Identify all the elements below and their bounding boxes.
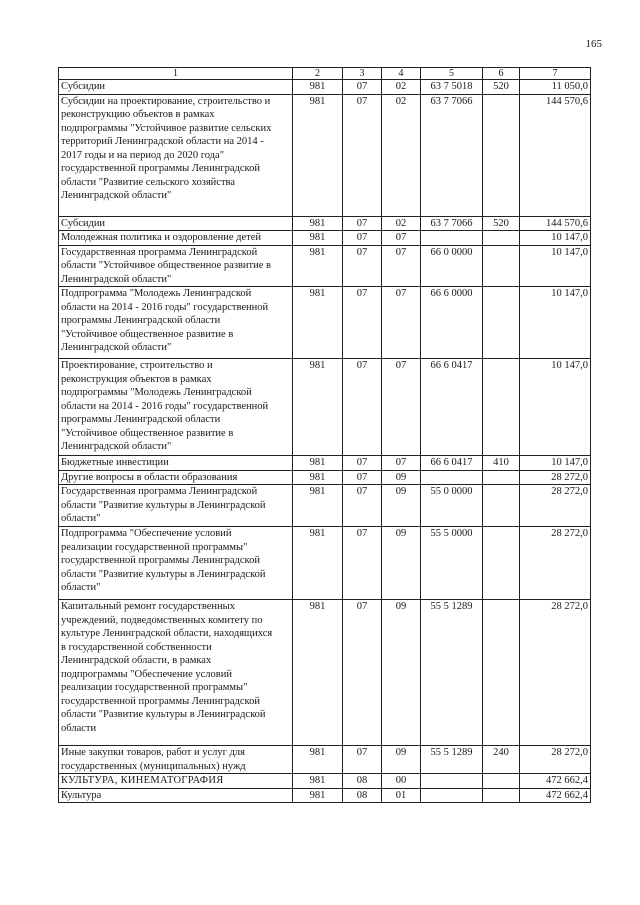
row-col6 [483, 94, 520, 216]
row-col5: 63 7 5018 [421, 80, 483, 95]
row-col5 [421, 470, 483, 485]
table-row [59, 231, 591, 246]
row-col6 [483, 788, 520, 803]
row-amount: 144 570,6 [520, 216, 591, 231]
row-col4: 09 [382, 470, 421, 485]
row-amount: 10 147,0 [520, 231, 591, 246]
row-name: Государственная программа Ленинградской области "Устойчивое общественное развитие в Ленинградской области" [59, 245, 293, 287]
row-col2: 981 [293, 485, 343, 527]
row-col2: 981 [293, 470, 343, 485]
row-col6: 520 [483, 216, 520, 231]
row-name: КУЛЬТУРА, КИНЕМАТОГРАФИЯ [59, 774, 293, 789]
row-amount: 10 147,0 [520, 287, 591, 359]
row-name: Другие вопросы в области образования [59, 470, 293, 485]
row-name: Субсидии [59, 80, 293, 95]
row-col4: 07 [382, 359, 421, 456]
row-col5: 66 6 0000 [421, 287, 483, 359]
row-col3: 07 [343, 359, 382, 456]
row-amount: 472 662,4 [520, 774, 591, 789]
row-col6 [483, 287, 520, 359]
row-col3: 07 [343, 456, 382, 471]
row-col5: 66 6 0417 [421, 359, 483, 456]
row-col3: 07 [343, 245, 382, 287]
row-col4: 07 [382, 287, 421, 359]
row-col4: 09 [382, 485, 421, 527]
table-row [59, 359, 591, 456]
table-row [59, 746, 591, 774]
row-col2: 981 [293, 216, 343, 231]
row-col6 [483, 359, 520, 456]
row-amount: 28 272,0 [520, 470, 591, 485]
row-col5 [421, 231, 483, 246]
row-name: Субсидии [59, 216, 293, 231]
row-col2: 981 [293, 788, 343, 803]
row-col3: 08 [343, 774, 382, 789]
row-col5 [421, 774, 483, 789]
row-col2: 981 [293, 80, 343, 95]
header-col-4: 4 [382, 68, 421, 80]
row-col4: 01 [382, 788, 421, 803]
row-col2: 981 [293, 600, 343, 746]
row-col3: 07 [343, 746, 382, 774]
row-col3: 07 [343, 80, 382, 95]
header-col-5: 5 [421, 68, 483, 80]
row-col2: 981 [293, 746, 343, 774]
table-row [59, 485, 591, 527]
header-row [59, 68, 591, 80]
row-col6 [483, 231, 520, 246]
row-col3: 07 [343, 527, 382, 600]
row-col5: 55 5 1289 [421, 746, 483, 774]
row-name: Проектирование, строительство и реконструкция объектов в рамках подпрограммы "Молодежь Ленинградской области на 2014 - 2016 годы" государственной программы Ленинградской области "Устойчивое общественное развитие в Ленинградской области" [59, 359, 293, 456]
row-col5: 55 5 1289 [421, 600, 483, 746]
table-row [59, 774, 591, 789]
table-row [59, 80, 591, 95]
table-row [59, 287, 591, 359]
row-col5: 55 5 0000 [421, 527, 483, 600]
row-col3: 07 [343, 287, 382, 359]
row-col4: 09 [382, 746, 421, 774]
row-col4: 00 [382, 774, 421, 789]
row-col4: 07 [382, 231, 421, 246]
row-col2: 981 [293, 456, 343, 471]
row-col4: 02 [382, 80, 421, 95]
row-col6: 410 [483, 456, 520, 471]
row-amount: 28 272,0 [520, 600, 591, 746]
table-row [59, 788, 591, 803]
row-col2: 981 [293, 359, 343, 456]
row-name: Молодежная политика и оздоровление детей [59, 231, 293, 246]
row-amount: 10 147,0 [520, 456, 591, 471]
row-col2: 981 [293, 94, 343, 216]
row-col4: 07 [382, 456, 421, 471]
table-row [59, 600, 591, 746]
row-col2: 981 [293, 287, 343, 359]
row-amount: 10 147,0 [520, 359, 591, 456]
header-col-2: 2 [293, 68, 343, 80]
row-col4: 07 [382, 245, 421, 287]
table-row [59, 470, 591, 485]
table-row [59, 456, 591, 471]
row-col5: 63 7 7066 [421, 94, 483, 216]
row-col5 [421, 788, 483, 803]
table-row [59, 527, 591, 600]
header-col-1: 1 [59, 68, 293, 80]
row-name: Бюджетные инвестиции [59, 456, 293, 471]
header-col-3: 3 [343, 68, 382, 80]
row-col2: 981 [293, 231, 343, 246]
row-col3: 07 [343, 216, 382, 231]
row-name: Культура [59, 788, 293, 803]
row-col4: 09 [382, 600, 421, 746]
row-col5: 66 0 0000 [421, 245, 483, 287]
row-col3: 07 [343, 94, 382, 216]
row-col4: 02 [382, 94, 421, 216]
row-amount: 10 147,0 [520, 245, 591, 287]
row-name: Подпрограмма "Обеспечение условий реализации государственной программы" государственной программы Ленинградской области "Развитие культуры в Ленинградской области" [59, 527, 293, 600]
row-amount: 11 050,0 [520, 80, 591, 95]
row-amount: 28 272,0 [520, 746, 591, 774]
row-col6: 240 [483, 746, 520, 774]
row-col6: 520 [483, 80, 520, 95]
header-col-7: 7 [520, 68, 591, 80]
row-col4: 02 [382, 216, 421, 231]
row-col3: 07 [343, 485, 382, 527]
row-col6 [483, 600, 520, 746]
row-amount: 28 272,0 [520, 527, 591, 600]
row-col4: 09 [382, 527, 421, 600]
table-row [59, 245, 591, 287]
row-col3: 07 [343, 600, 382, 746]
row-name: Капитальный ремонт государственных учреждений, подведомственных комитету по культуре Ленинградской области, находящихся в государственной собственности Ленинградской области, в рамках подпрограммы "Обеспечение условий реализации государственной программы" государственной программы Ленинградской области "Развитие культуры в Ленинградской области [59, 600, 293, 746]
table-row [59, 216, 591, 231]
row-col6 [483, 485, 520, 527]
header-col-6: 6 [483, 68, 520, 80]
row-col3: 07 [343, 470, 382, 485]
row-col5: 63 7 7066 [421, 216, 483, 231]
row-col6 [483, 470, 520, 485]
row-amount: 28 272,0 [520, 485, 591, 527]
row-col2: 981 [293, 245, 343, 287]
row-name: Подпрограмма "Молодежь Ленинградской области на 2014 - 2016 годы" государственной программы Ленинградской области "Устойчивое общественное развитие в Ленинградской области" [59, 287, 293, 359]
row-col3: 08 [343, 788, 382, 803]
row-col6 [483, 774, 520, 789]
row-col2: 981 [293, 527, 343, 600]
page-number: 165 [585, 38, 602, 50]
table-row [59, 94, 591, 216]
row-col6 [483, 245, 520, 287]
row-col5: 66 6 0417 [421, 456, 483, 471]
row-col3: 07 [343, 231, 382, 246]
row-amount: 472 662,4 [520, 788, 591, 803]
row-name: Субсидии на проектирование, строительство и реконструкцию объектов в рамках подпрограммы "Устойчивое развитие сельских территорий Ленинградской области на 2014 - 2017 годы и на период до 2020 года" государственной программы Ленинградской области "Развитие сельского хозяйства Ленинградской области" [59, 94, 293, 216]
row-amount: 144 570,6 [520, 94, 591, 216]
row-name: Государственная программа Ленинградской области "Развитие культуры в Ленинградской области" [59, 485, 293, 527]
row-col5: 55 0 0000 [421, 485, 483, 527]
row-col6 [483, 527, 520, 600]
row-col2: 981 [293, 774, 343, 789]
row-name: Иные закупки товаров, работ и услуг для государственных (муниципальных) нужд [59, 746, 293, 774]
budget-table [58, 67, 591, 803]
